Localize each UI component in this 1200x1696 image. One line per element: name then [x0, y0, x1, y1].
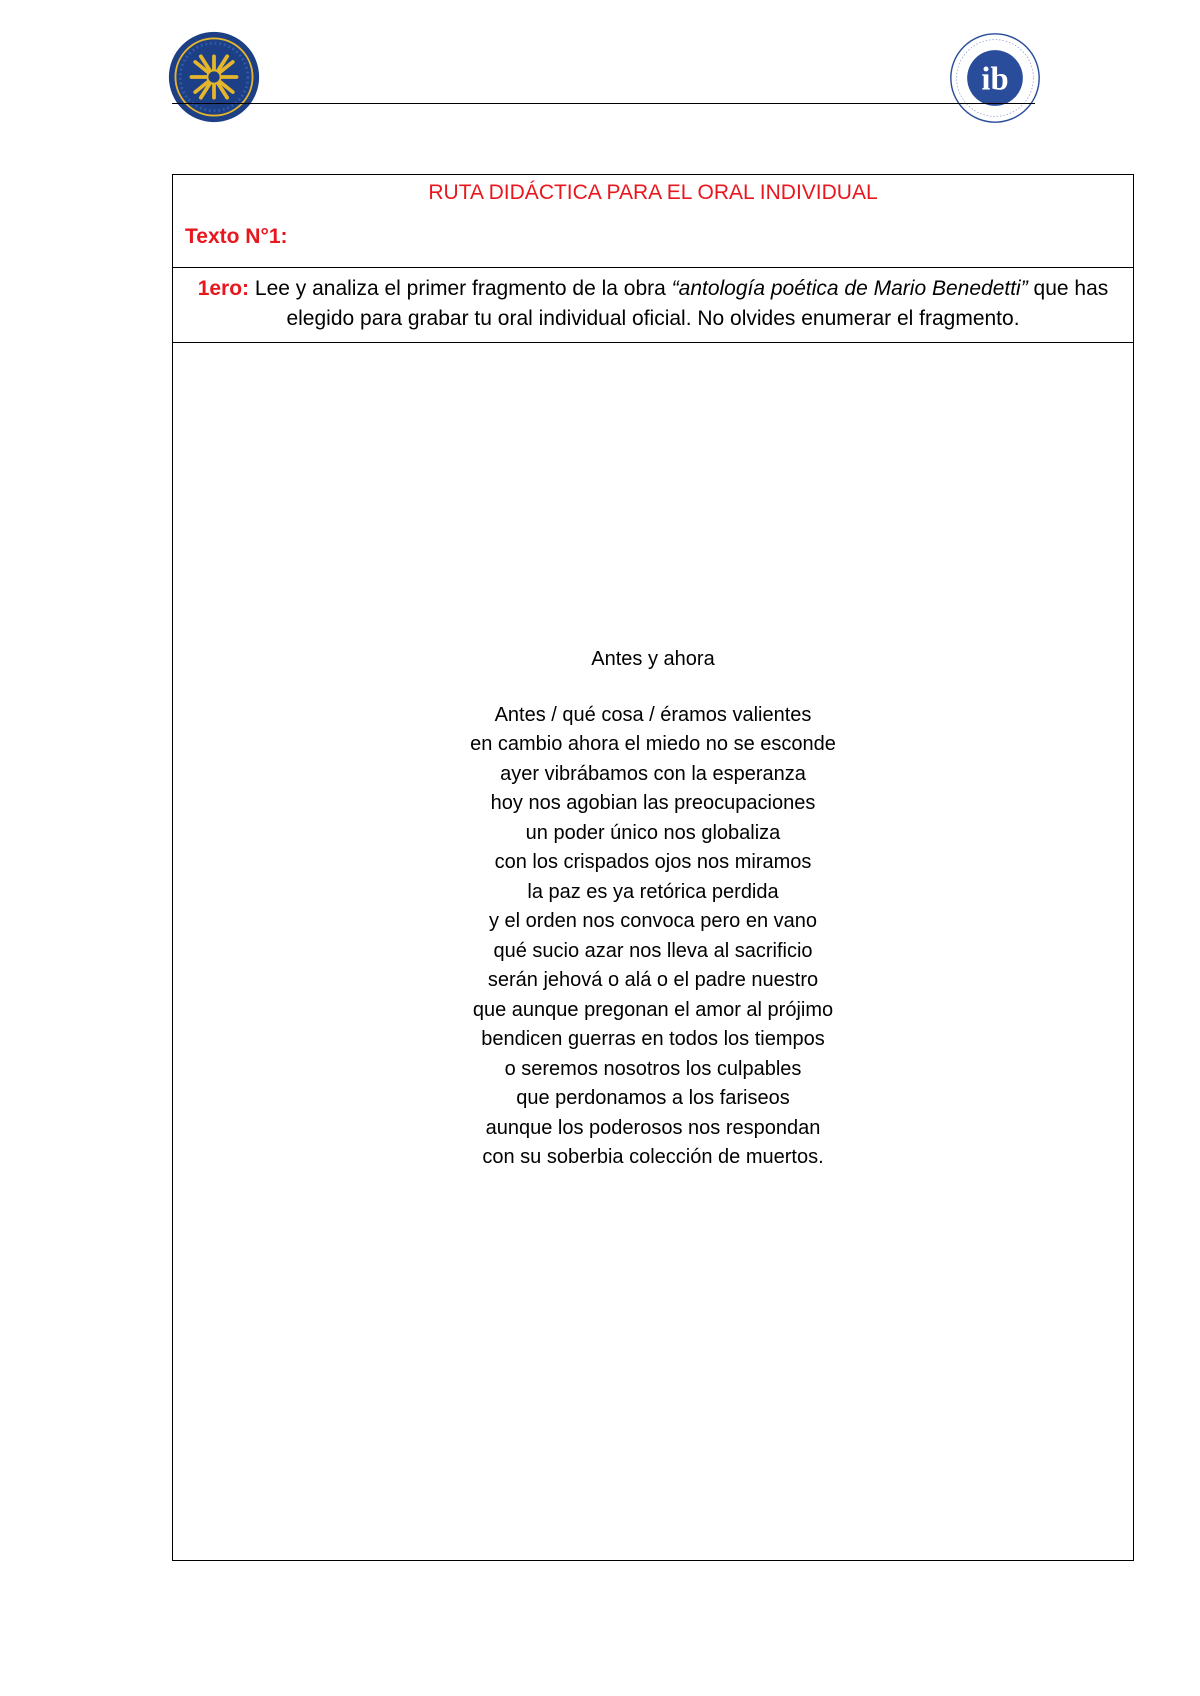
poem-line: qué sucio azar nos lleva al sacrificio [493, 939, 813, 962]
instruction-text-part2: que has elegido para grabar tu oral individual oficial. No olvides enumerar el fragmento. [286, 277, 1109, 330]
poem-line: o seremos nosotros los culpables [504, 1057, 802, 1080]
poem-line: un poder único nos globaliza [525, 821, 781, 844]
instruction-row [173, 268, 1133, 343]
poem-row [173, 343, 1133, 1560]
title-row [173, 175, 1133, 268]
ib-logo-icon [947, 30, 1043, 126]
poem-title: Antes y ahora [591, 648, 715, 670]
assignment-table [172, 174, 1134, 1561]
instruction-text-part1: Lee y analiza el primer fragmento de la obra [249, 277, 672, 300]
page-title: RUTA DIDÁCTICA PARA EL ORAL INDIVIDUAL [428, 181, 878, 204]
header-rule [172, 103, 1035, 104]
poem [173, 645, 1133, 1173]
poem-line: aunque los poderosos nos respondan [485, 1116, 821, 1139]
poem-line: con su soberbia colección de muertos. [482, 1146, 824, 1168]
page-header [0, 0, 1200, 110]
poem-line: hoy nos agobian las preocupaciones [490, 792, 816, 814]
poem-line: la paz es ya retórica perdida [527, 880, 779, 903]
text-number-label: Texto N°1: [185, 225, 288, 248]
poem-line: ayer vibrábamos con la esperanza [500, 762, 806, 785]
poem-line: que aunque pregonan el amor al prójimo [472, 998, 834, 1021]
poem-line: con los crispados ojos nos miramos [494, 851, 812, 873]
poem-line: serán jehová o alá o el padre nuestro [487, 969, 819, 991]
work-title: “antología poética de Mario Benedetti” [671, 277, 1028, 300]
poem-line: en cambio ahora el miedo no se esconde [470, 733, 836, 755]
poem-line: bendicen guerras en todos los tiempos [481, 1028, 825, 1050]
poem-line: y el orden nos convoca pero en vano [489, 910, 817, 932]
poem-line: Antes / qué cosa / éramos valientes [494, 703, 812, 726]
step-label: 1ero: [197, 277, 250, 300]
svg-text:ib: ib [981, 61, 1009, 98]
poem-line: que perdonamos a los fariseos [516, 1087, 790, 1109]
school-emblem-icon [167, 30, 261, 124]
